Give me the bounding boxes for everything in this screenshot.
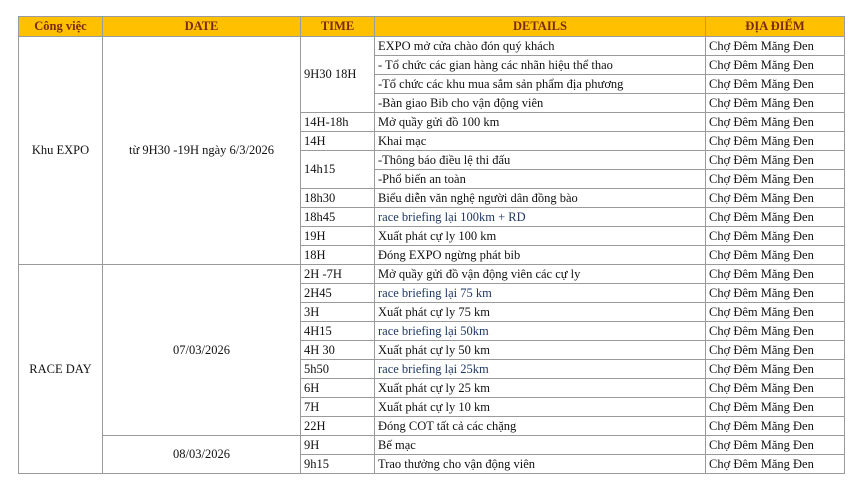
location-cell: Chợ Đêm Măng Đen xyxy=(706,94,845,113)
date-raceday-2: 08/03/2026 xyxy=(103,436,301,474)
time-cell: 14H-18h xyxy=(301,113,375,132)
location-cell: Chợ Đêm Măng Đen xyxy=(706,303,845,322)
location-cell: Chợ Đêm Măng Đen xyxy=(706,189,845,208)
detail-cell: race briefing lại 100km + RD xyxy=(375,208,706,227)
detail-cell: Biểu diễn văn nghệ người dân đồng bào xyxy=(375,189,706,208)
detail-cell: Xuất phát cự ly 10 km xyxy=(375,398,706,417)
job-expo: Khu EXPO xyxy=(19,37,103,265)
detail-cell: Đóng EXPO ngừng phát bib xyxy=(375,246,706,265)
detail-cell: EXPO mở cửa chào đón quý khách xyxy=(375,37,706,56)
location-cell: Chợ Đêm Măng Đen xyxy=(706,208,845,227)
location-cell: Chợ Đêm Măng Đen xyxy=(706,322,845,341)
location-cell: Chợ Đêm Măng Đen xyxy=(706,398,845,417)
location-cell: Chợ Đêm Măng Đen xyxy=(706,151,845,170)
detail-cell: Xuất phát cự ly 50 km xyxy=(375,341,706,360)
time-cell: 4H15 xyxy=(301,322,375,341)
detail-cell: -Phổ biến an toàn xyxy=(375,170,706,189)
location-cell: Chợ Đêm Măng Đen xyxy=(706,379,845,398)
location-cell: Chợ Đêm Măng Đen xyxy=(706,37,845,56)
location-cell: Chợ Đêm Măng Đen xyxy=(706,265,845,284)
time-cell: 4H 30 xyxy=(301,341,375,360)
detail-cell: Xuất phát cự ly 25 km xyxy=(375,379,706,398)
time-cell: 18h45 xyxy=(301,208,375,227)
time-cell: 9H xyxy=(301,436,375,455)
schedule-table xyxy=(18,16,845,474)
header-time: TIME xyxy=(301,17,375,37)
location-cell: Chợ Đêm Măng Đen xyxy=(706,436,845,455)
location-cell: Chợ Đêm Măng Đen xyxy=(706,56,845,75)
detail-cell: race briefing lại 25km xyxy=(375,360,706,379)
location-cell: Chợ Đêm Măng Đen xyxy=(706,246,845,265)
detail-cell: Mở quầy gửi đồ vận động viên các cự ly xyxy=(375,265,706,284)
detail-cell: race briefing lại 50km xyxy=(375,322,706,341)
header-row xyxy=(19,17,845,37)
time-cell: 22H xyxy=(301,417,375,436)
time-cell: 2H45 xyxy=(301,284,375,303)
time-cell: 19H xyxy=(301,227,375,246)
time-cell: 7H xyxy=(301,398,375,417)
time-cell: 2H -7H xyxy=(301,265,375,284)
table-row xyxy=(19,265,845,284)
detail-cell: race briefing lại 75 km xyxy=(375,284,706,303)
detail-cell: Mở quầy gửi đồ 100 km xyxy=(375,113,706,132)
time-cell: 6H xyxy=(301,379,375,398)
location-cell: Chợ Đêm Măng Đen xyxy=(706,360,845,379)
header-location: ĐỊA ĐIỂM xyxy=(706,17,845,37)
header-details: DETAILS xyxy=(375,17,706,37)
detail-cell: Xuất phát cự ly 100 km xyxy=(375,227,706,246)
location-cell: Chợ Đêm Măng Đen xyxy=(706,284,845,303)
detail-cell: Xuất phát cự ly 75 km xyxy=(375,303,706,322)
detail-cell: Khai mạc xyxy=(375,132,706,151)
location-cell: Chợ Đêm Măng Đen xyxy=(706,341,845,360)
job-raceday: RACE DAY xyxy=(19,265,103,474)
header-job: Công việc xyxy=(19,17,103,37)
time-cell: 5h50 xyxy=(301,360,375,379)
detail-cell: -Thông báo điều lệ thi đấu xyxy=(375,151,706,170)
time-cell: 14H xyxy=(301,132,375,151)
detail-cell: -Bàn giao Bib cho vận động viên xyxy=(375,94,706,113)
detail-cell: -Tổ chức các khu mua sắm sản phẩm địa phương xyxy=(375,75,706,94)
time-cell: 14h15 xyxy=(301,151,375,189)
location-cell: Chợ Đêm Măng Đen xyxy=(706,75,845,94)
location-cell: Chợ Đêm Măng Đen xyxy=(706,170,845,189)
location-cell: Chợ Đêm Măng Đen xyxy=(706,227,845,246)
time-cell: 18h30 xyxy=(301,189,375,208)
detail-cell: - Tổ chức các gian hàng các nhãn hiệu thể thao xyxy=(375,56,706,75)
detail-cell: Trao thưởng cho vận động viên xyxy=(375,455,706,474)
header-date: DATE xyxy=(103,17,301,37)
table-row xyxy=(19,37,845,56)
date-raceday-1: 07/03/2026 xyxy=(103,265,301,436)
detail-cell: Bế mạc xyxy=(375,436,706,455)
time-cell: 3H xyxy=(301,303,375,322)
location-cell: Chợ Đêm Măng Đen xyxy=(706,417,845,436)
time-cell: 9H30 18H xyxy=(301,37,375,113)
table-row xyxy=(19,436,845,455)
location-cell: Chợ Đêm Măng Đen xyxy=(706,113,845,132)
date-expo: từ 9H30 -19H ngày 6/3/2026 xyxy=(103,37,301,265)
time-cell: 18H xyxy=(301,246,375,265)
location-cell: Chợ Đêm Măng Đen xyxy=(706,132,845,151)
location-cell: Chợ Đêm Măng Đen xyxy=(706,455,845,474)
detail-cell: Đóng COT tất cả các chặng xyxy=(375,417,706,436)
time-cell: 9h15 xyxy=(301,455,375,474)
